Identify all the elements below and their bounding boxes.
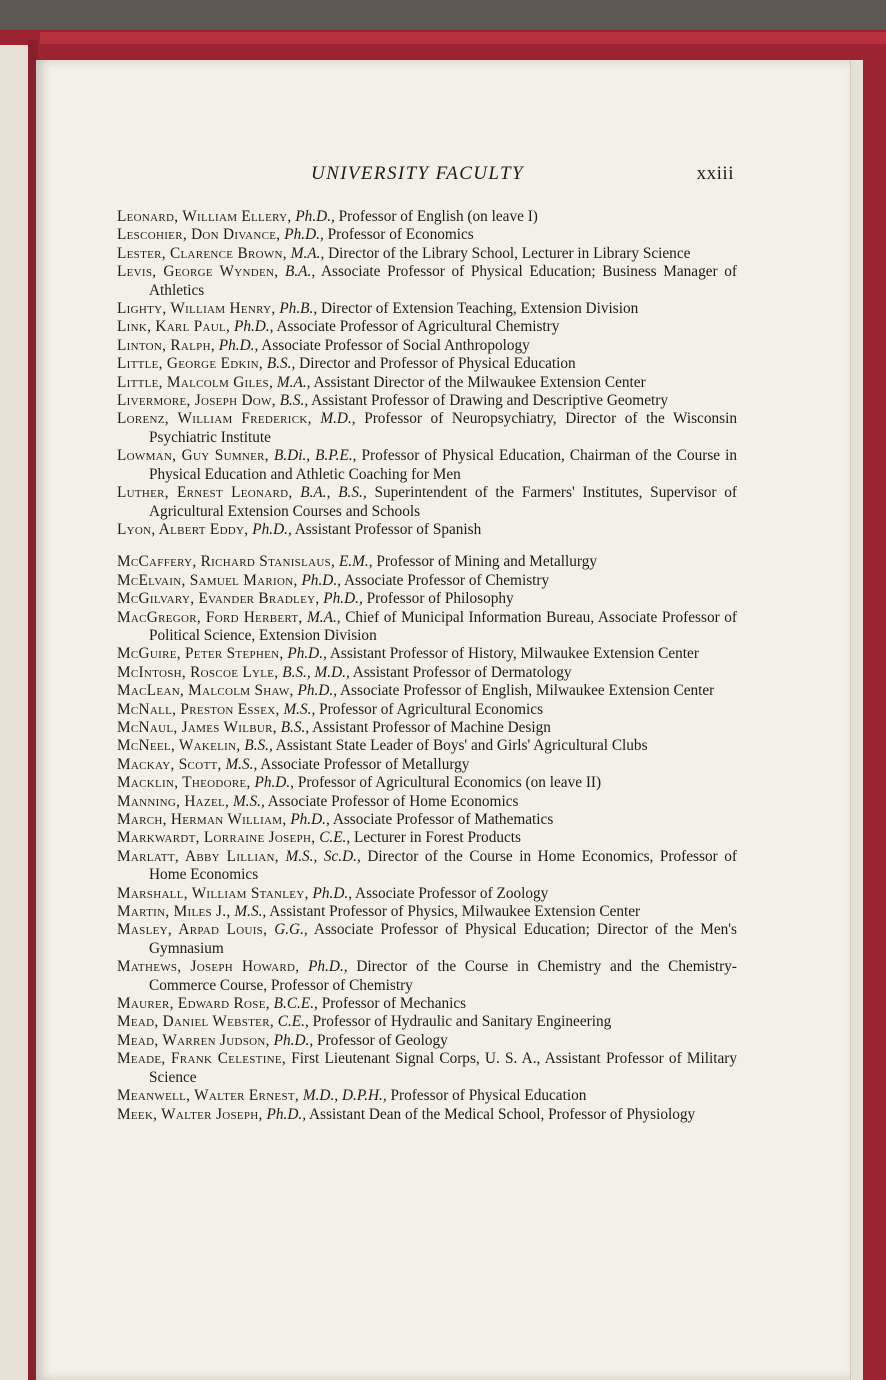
faculty-degree: B.S., <box>280 718 310 736</box>
faculty-degree: B.S., <box>266 355 296 373</box>
faculty-name: McCaffery, Richard Stanislaus, <box>117 553 336 571</box>
faculty-degree: M.S., <box>283 700 316 718</box>
faculty-entry <box>117 521 737 539</box>
faculty-entry <box>117 226 737 244</box>
faculty-position: Associate Professor of English, Milwaukee Extension Center <box>340 682 715 700</box>
faculty-name: Martin, Miles J., <box>117 903 231 921</box>
faculty-position: Associate Professor of Physical Education; Director of the Men's Gymnasium <box>149 921 737 957</box>
faculty-position: First Lieutenant Signal Corps, U. S. A., Assistant Professor of Military Science <box>149 1050 737 1086</box>
faculty-position: Professor of Philosophy <box>366 590 514 608</box>
faculty-position: Director of the Library School, Lecturer in Library Science <box>328 244 691 262</box>
faculty-degree: Ph.D., <box>218 336 259 354</box>
faculty-degree: M.S., Sc.D., <box>285 847 361 865</box>
faculty-name: MacLean, Malcolm Shaw, <box>117 682 294 700</box>
faculty-position: Associate Professor of Metallurgy <box>260 755 470 773</box>
faculty-position: Assistant Professor of Dermatology <box>352 663 572 681</box>
faculty-position: Director of the Course in Home Economics, Professor of Home Economics <box>149 847 737 884</box>
faculty-name: Meanwell, Walter Ernest, <box>117 1087 300 1105</box>
faculty-degree: Ph.D., <box>266 1105 307 1123</box>
faculty-entry <box>117 829 737 847</box>
faculty-degree: C.E., <box>277 1013 309 1031</box>
faculty-name: Lester, Clarence Brown, <box>117 244 287 262</box>
facing-page-edge <box>0 45 30 1380</box>
faculty-name: Manning, Hazel, <box>117 792 230 810</box>
faculty-entry <box>117 664 737 682</box>
faculty-position: Associate Professor of Agricultural Chemistry <box>276 318 560 336</box>
faculty-position: Assistant Dean of the Medical School, Professor of Physiology <box>309 1105 696 1123</box>
faculty-degree: M.A., <box>290 244 325 262</box>
faculty-entry <box>117 995 737 1013</box>
faculty-degree: M.A., <box>307 608 341 626</box>
faculty-name: March, Herman William, <box>117 811 287 828</box>
faculty-name: Luther, Ernest Leonard, <box>117 484 293 502</box>
faculty-position: Assistant Professor of Drawing and Descriptive Geometry <box>311 392 668 410</box>
faculty-name: Lyon, Albert Eddy, <box>117 520 249 538</box>
faculty-name: MacGregor, Ford Herbert, <box>117 608 303 626</box>
faculty-entry <box>117 355 737 373</box>
faculty-entry <box>117 1050 737 1087</box>
faculty-position: Associate Professor of Mathematics <box>332 811 554 828</box>
faculty-position: Assistant State Leader of Boys' and Girls' Agricultural Clubs <box>275 737 648 755</box>
faculty-degree: Ph.D., <box>301 571 341 589</box>
faculty-degree: Ph.D., <box>254 774 294 792</box>
faculty-position: Assistant Professor of Machine Design <box>312 718 551 736</box>
faculty-name: McGuire, Peter Stephen, <box>117 645 284 663</box>
faculty-position: Associate Professor of Chemistry <box>343 571 550 589</box>
faculty-degree: Ph.D., <box>252 520 292 538</box>
faculty-position: Professor of Economics <box>327 226 474 244</box>
faculty-degree: M.S., <box>232 792 265 810</box>
faculty-degree: G.G., <box>274 921 308 939</box>
faculty-name: Livermore, Joseph Dow, <box>117 392 276 410</box>
faculty-name: Mathews, Joseph Howard, <box>117 958 300 976</box>
faculty-entry <box>117 793 737 811</box>
faculty-name: McGilvary, Evander Bradley, <box>117 590 320 608</box>
faculty-degree: Ph.D., <box>295 208 335 225</box>
faculty-position: Professor of Agricultural Economics (on leave II) <box>297 774 602 792</box>
faculty-entry <box>117 1087 737 1105</box>
faculty-position: Lecturer in Forest Products <box>354 829 521 847</box>
faculty-entry <box>117 553 737 571</box>
faculty-position: Chief of Municipal Information Bureau, Associate Professor of Political Science, Extension Division <box>149 608 737 644</box>
faculty-name: Little, Malcolm Giles, <box>117 373 274 391</box>
page-edges <box>850 60 863 1380</box>
faculty-position: Assistant Professor of History, Milwaukee Extension Center <box>329 645 699 663</box>
faculty-degree: B.A., B.S., <box>300 484 367 502</box>
faculty-position: Superintendent of the Farmers' Institutes, Supervisor of Agricultural Extension Courses and Schools <box>149 484 737 520</box>
faculty-name: Meade, Frank Celestine, <box>117 1050 287 1068</box>
faculty-position: Professor of Agricultural Economics <box>319 700 544 718</box>
faculty-position: Assistant Professor of Physics, Milwaukee Extension Center <box>269 903 641 921</box>
running-head: UNIVERSITY FACULTY <box>311 163 524 184</box>
faculty-position: Professor of Hydraulic and Sanitary Engineering <box>312 1013 612 1031</box>
faculty-position: Professor of Mining and Metallurgy <box>376 553 597 571</box>
faculty-entry <box>117 848 737 885</box>
faculty-entry <box>117 719 737 737</box>
faculty-name: McElvain, Samuel Marion, <box>117 571 298 589</box>
faculty-entry <box>117 682 737 700</box>
faculty-degree: B.S., <box>244 737 273 755</box>
faculty-entry <box>117 645 737 663</box>
faculty-degree: B.S., <box>279 392 309 410</box>
faculty-entry <box>117 958 737 995</box>
faculty-entry <box>117 410 737 447</box>
faculty-entry <box>117 1032 737 1050</box>
faculty-name: Markwardt, Lorraine Joseph, <box>117 829 316 847</box>
faculty-degree: Ph.D., <box>323 590 363 608</box>
faculty-degree: Ph.D., <box>273 1031 314 1049</box>
faculty-name: Lowman, Guy Sumner, <box>117 447 269 465</box>
faculty-degree: B.S., M.D., <box>282 663 350 681</box>
faculty-degree: Ph.D., <box>284 226 324 244</box>
faculty-position: Associate Professor of Zoology <box>355 884 549 902</box>
faculty-name: Macklin, Theodore, <box>117 774 251 792</box>
faculty-entry <box>117 737 737 755</box>
faculty-degree: Ph.D., <box>287 645 327 663</box>
page-number: xxiii <box>696 163 734 184</box>
faculty-name: Masley, Arpad Louis, <box>117 921 268 939</box>
faculty-entry <box>117 921 737 958</box>
faculty-degree: Ph.D., <box>308 958 348 976</box>
faculty-entry <box>117 811 737 829</box>
faculty-name: McNall, Preston Essex, <box>117 700 280 718</box>
faculty-name: Levis, George Wynden, <box>117 263 279 281</box>
faculty-entry <box>117 484 737 521</box>
faculty-entry <box>117 300 737 318</box>
faculty-entry <box>117 609 737 646</box>
faculty-degree: Ph.D., <box>290 811 330 828</box>
faculty-degree: M.A., <box>276 373 311 391</box>
faculty-entry <box>117 701 737 719</box>
faculty-name: Mackay, Scott, <box>117 755 222 773</box>
faculty-entry <box>117 318 737 336</box>
faculty-degree: M.D., D.P.H., <box>302 1087 387 1105</box>
faculty-name: Mead, Warren Judson, <box>117 1031 270 1049</box>
faculty-name: McNeel, Wakelin, <box>117 737 241 755</box>
faculty-name: Lescohier, Don Divance, <box>117 226 281 244</box>
faculty-degree: M.D., <box>320 410 356 428</box>
faculty-position: Assistant Director of the Milwaukee Extension Center <box>313 373 646 391</box>
faculty-name: McIntosh, Roscoe Lyle, <box>117 663 279 681</box>
faculty-name: Little, George Edkin, <box>117 355 264 373</box>
faculty-entry <box>117 208 737 226</box>
faculty-entry <box>117 245 737 263</box>
faculty-entry <box>117 590 737 608</box>
cover-edge <box>40 32 886 44</box>
faculty-degree: Ph.D., <box>297 682 338 700</box>
faculty-entry <box>117 1013 737 1031</box>
faculty-entry <box>117 447 737 484</box>
faculty-degree: M.S., <box>234 903 267 921</box>
faculty-entry <box>117 374 737 392</box>
faculty-name: Link, Karl Paul, <box>117 318 231 336</box>
section-gap <box>117 539 737 553</box>
faculty-degree: B.A., <box>285 263 316 281</box>
page-header <box>148 160 738 188</box>
faculty-position: Professor of Neuropsychiatry, Director of the Wisconsin Psychiatric Institute <box>149 410 737 446</box>
faculty-name: Leonard, William Ellery, <box>117 208 292 225</box>
faculty-entry <box>117 774 737 792</box>
faculty-name: Linton, Ralph, <box>117 336 215 354</box>
faculty-degree: B.C.E., <box>273 995 318 1013</box>
faculty-name: Meek, Walter Joseph, <box>117 1105 263 1123</box>
faculty-entry <box>117 337 737 355</box>
faculty-position: Director of the Course in Chemistry and the Chemistry-Commerce Course, Professor of Chemistry <box>149 958 737 994</box>
faculty-entry <box>117 263 737 300</box>
faculty-position: Associate Professor of Social Anthropology <box>261 336 530 354</box>
faculty-name: McNaul, James Wilbur, <box>117 718 277 736</box>
faculty-name: Mead, Daniel Webster, <box>117 1013 274 1031</box>
faculty-degree: Ph.D., <box>312 884 353 902</box>
faculty-entry <box>117 756 737 774</box>
faculty-position: Professor of Physical Education <box>390 1087 587 1105</box>
faculty-entry <box>117 903 737 921</box>
faculty-entry <box>117 885 737 903</box>
faculty-name: Marshall, William Stanley, <box>117 884 309 902</box>
faculty-position: Associate Professor of Physical Education; Business Manager of Athletics <box>149 263 737 299</box>
faculty-entry <box>117 1106 737 1124</box>
faculty-position: Professor of Physical Education, Chairman of the Course in Physical Education and Athletic Coaching for Men <box>149 447 738 483</box>
faculty-position: Professor of English (on leave I) <box>338 208 538 225</box>
faculty-position: Director and Professor of Physical Education <box>299 355 576 373</box>
faculty-position: Director of Extension Teaching, Extension Division <box>320 300 639 318</box>
faculty-name: Lorenz, William Frederick, <box>117 410 312 428</box>
faculty-position: Professor of Geology <box>316 1031 448 1049</box>
faculty-degree: C.E., <box>319 829 351 847</box>
faculty-degree: E.M., <box>338 553 373 571</box>
faculty-degree: Ph.B., <box>279 300 318 318</box>
faculty-name: Lighty, William Henry, <box>117 300 276 318</box>
faculty-entry <box>117 392 737 410</box>
faculty-list <box>117 208 737 1124</box>
faculty-degree: Ph.D., <box>233 318 274 336</box>
faculty-entry <box>117 572 737 590</box>
faculty-position: Associate Professor of Home Economics <box>267 792 519 810</box>
faculty-position: Professor of Mechanics <box>321 995 467 1013</box>
faculty-name: Marlatt, Abby Lillian, <box>117 847 279 865</box>
faculty-position: Assistant Professor of Spanish <box>294 520 482 538</box>
faculty-degree: M.S., <box>225 755 258 773</box>
faculty-degree: B.Di., B.P.E., <box>273 447 357 465</box>
faculty-name: Maurer, Edward Rose, <box>117 995 270 1013</box>
